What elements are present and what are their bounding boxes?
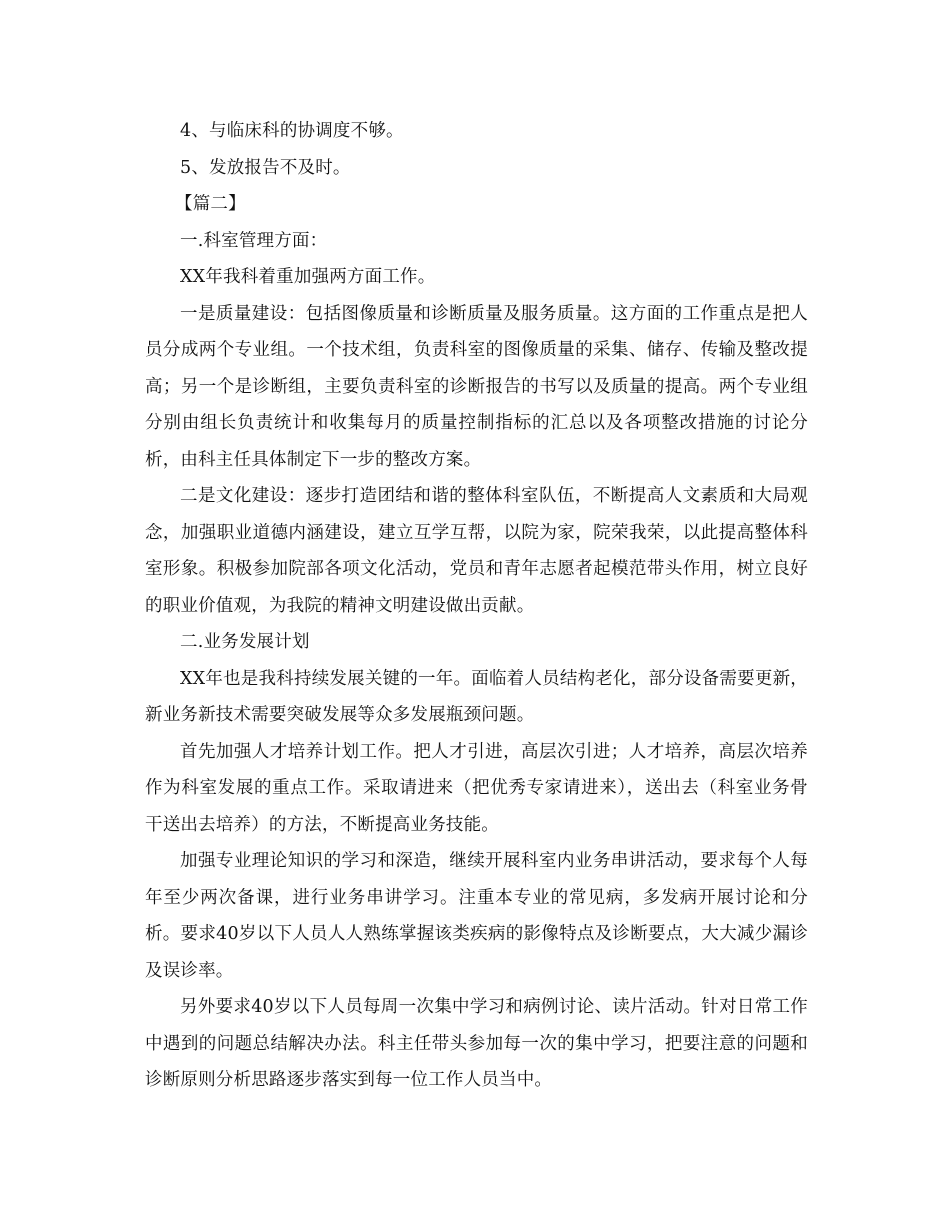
paragraph-key-year: XX年也是我科持续发展关键的一年。面临着人员结构老化，部分设备需要更新，新业务新技术需要突破发展等众多发展瓶颈问题。 [145,668,808,725]
heading-department-management: 一.科室管理方面： [180,230,328,251]
paragraph-talent-training: 首先加强人才培养计划工作。把人才引进，高层次引进；人才培养，高层次培养作为科室发展的重点工作。采取请进来（把优秀专家请进来），送出去（科室业务骨干送出去培养）的方法，不断提高业务技能。 [145,741,808,835]
list-item-4: 4、与临床科的协调度不够。 [180,121,404,141]
paragraph-work-focus: XX年我科着重加强两方面工作。 [180,267,436,287]
paragraph-professional-study: 加强专业理论知识的学习和深造，继续开展科室内业务串讲活动，要求每个人每年至少两次备课，进行业务串讲学习。注重本专业的常见病，多发病开展讨论和分析。要求40岁以下人员人人熟练掌握该类疾病的影像特点及诊断要点，大大减少漏诊及误诊率。 [145,851,808,981]
section-title-part-two: 【篇二】 [175,194,246,214]
heading-business-development: 二.业务发展计划 [180,632,310,652]
paragraph-quality-construction: 一是质量建设：包括图像质量和诊断质量及服务质量。这方面的工作重点是把人员分成两个专业组。一个技术组，负责科室的图像质量的采集、储存、传输及整改提高；另一个是诊断组，主要负责科室的诊断报告的书写以及质量的提高。两个专业组分别由组长负责统计和收集每月的质量控制指标的汇总以及各项整改措施的讨论分析，由科主任具体制定下一步的整改方案。 [145,303,808,470]
list-item-5: 5、发放报告不及时。 [180,157,351,178]
paragraph-weekly-learning: 另外要求40岁以下人员每周一次集中学习和病例讨论、读片活动。针对日常工作中遇到的问题总结解决办法。科主任带头参加每一次的集中学习，把要注意的问题和诊断原则分析思路逐步落实到每一位工作人员当中。 [145,997,808,1090]
document-body [145,113,808,1099]
paragraph-culture-construction: 二是文化建设：逐步打造团结和谐的整体科室队伍，不断提高人文素质和大局观念，加强职业道德内涵建设，建立互学互帮，以院为家，院荣我荣，以此提高整体科室形象。积极参加院部各项文化活动，党员和青年志愿者起模范带头作用，树立良好的职业价值观，为我院的精神文明建设做出贡献。 [145,486,808,616]
